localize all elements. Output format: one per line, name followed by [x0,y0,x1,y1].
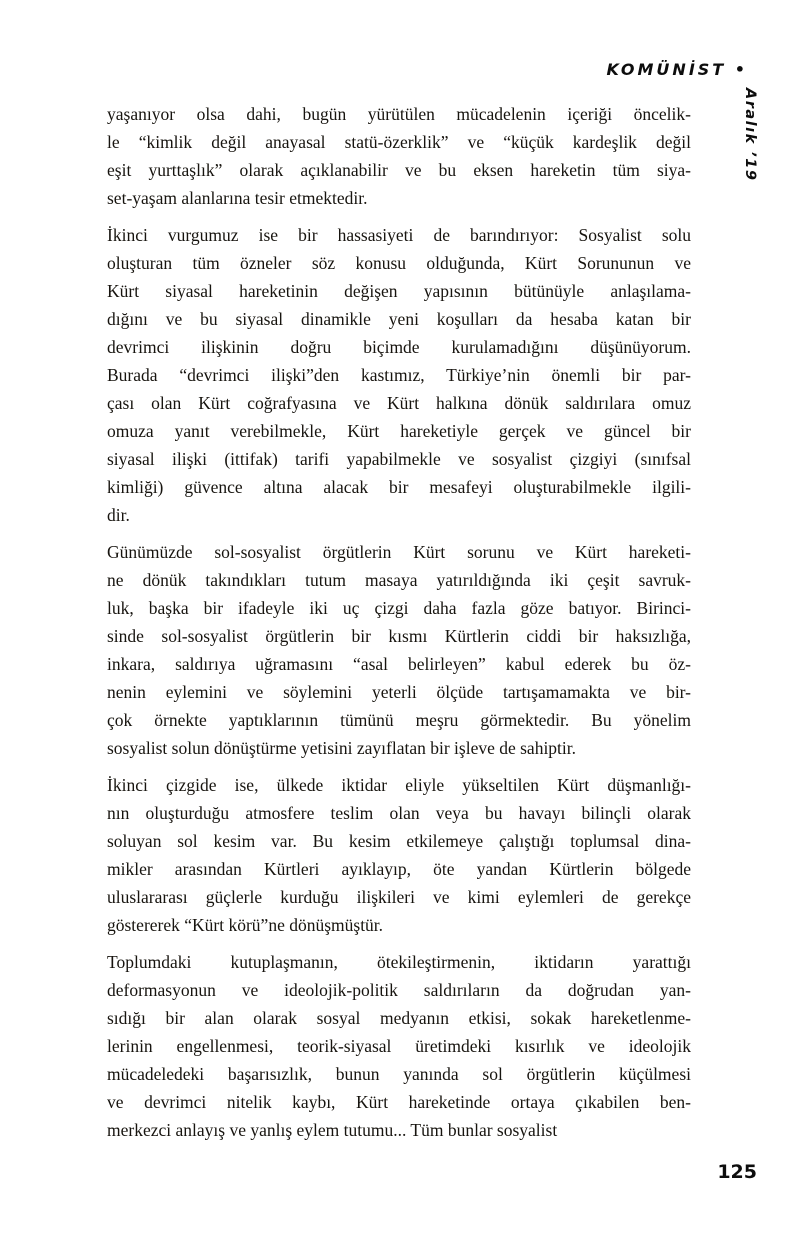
issue-label: Aralık ’19 [742,88,758,182]
text-line: uluslararası güçlerle kurduğu ilişkileri ve kimi eylemleri de gerekçe [107,887,691,907]
text-line: oluşturan tüm özneler söz konusu olduğunda, Kürt Sorununun ve [107,253,691,273]
text-line: dığını ve bu siyasal dinamikle yeni koşulları da hesaba katan bir [107,309,691,329]
text-line: sosyalist solun dönüştürme yetisini zayıflatan bir işleve de sahiptir. [107,738,577,758]
text-line: lerinin engellenmesi, teorik-siyasal üretimdeki kısırlık ve ideolojik [107,1036,691,1056]
text-line: kimliği) güvence altına alacak bir mesafeyi oluşturabilmekle ilgili- [107,477,691,497]
text-line: omuza yanıt verebilmekle, Kürt hareketiyle gerçek ve güncel bir [107,421,691,441]
text-line: nenin eylemini ve söylemini yeterli ölçüde tartışamamakta ve bir- [107,682,691,702]
text-line: siyasal ilişki (ittifak) tarifi yapabilmekle ve sosyalist çizgiyi (sınıfsal [107,449,691,469]
text-line: luk, başka bir ifadeyle iki uç çizgi daha fazla göze batıyor. Birinci- [107,598,691,618]
text-line: Günümüzde sol-sosyalist örgütlerin Kürt sorunu ve Kürt hareketi- [107,542,691,562]
text-line: nın oluşturduğu atmosfere teslim olan veya bu havayı bilinçli olarak [107,803,691,823]
text-line: deformasyonun ve ideolojik-politik saldırıların da doğrudan yan- [107,980,691,1000]
text-line: İkinci çizgide ise, ülkede iktidar eliyle yükseltilen Kürt düşmanlığı- [107,775,691,795]
text-line: merkezci anlayış ve yanlış eylem tutumu... Tüm bunlar sosyalist [107,1120,558,1140]
text-line: çok örnekte yaptıklarının tümünü meşru görmektedir. Bu yönelim [107,710,691,730]
text-line: Burada “devrimci ilişki”den kastımız, Türkiye’nin önemli bir par- [107,365,691,385]
text-line: Toplumdaki kutuplaşmanın, ötekileştirmenin, iktidarın yarattığı [107,952,691,972]
paragraph [107,771,691,939]
text-line: sıdığı bir alan olarak sosyal medyanın etkisi, sokak hareketlenme- [107,1008,691,1028]
paragraph [107,100,691,212]
text-line: sinde sol-sosyalist örgütlerin bir kısmı Kürtlerin ciddi bir haksızlığa, [107,626,691,646]
text-line: yaşanıyor olsa dahi, bugün yürütülen mücadelenin içeriği öncelik- [107,104,691,124]
text-line: Kürt siyasal hareketinin değişen yapısının bütünüyle anlaşılama- [107,281,691,301]
text-line: mücadeledeki başarısızlık, bunun yanında sol örgütlerin küçülmesi [107,1064,691,1084]
paragraph [107,221,691,529]
text-line: ve devrimci nitelik kaybı, Kürt hareketinde ortaya çıkabilen ben- [107,1092,691,1112]
text-line: set-yaşam alanlarına tesir etmektedir. [107,188,368,208]
text-line: ne dönük takındıkları tutum masaya yatırıldığında iki çeşit savruk- [107,570,691,590]
text-line: devrimci ilişkinin doğru biçimde kurulamadığını düşünüyorum. [107,337,691,357]
text-line: çası olan Kürt coğrafyasına ve Kürt halkına dönük saldırılara omuz [107,393,691,413]
text-line: dir. [107,505,130,525]
text-line: mikler arasından Kürtleri ayıklayıp, öte yandan Kürtlerin bölgede [107,859,691,879]
magazine-title: KOMÜNİST • [606,60,748,79]
text-line: inkara, saldırıya uğramasını “asal belirleyen” kabul ederek bu öz- [107,654,691,674]
text-line: le “kimlik değil anayasal statü-özerklik” ve “küçük kardeşlik değil [107,132,691,152]
page-number: 125 [717,1161,757,1183]
paragraph [107,538,691,762]
text-line: eşit yurttaşlık” olarak açıklanabilir ve bu eksen hareketin tüm siya- [107,160,691,180]
text-line: soluyan sol kesim var. Bu kesim etkilemeye çalıştığı toplumsal dina- [107,831,691,851]
text-line: göstererek “Kürt körü”ne dönüşmüştür. [107,915,384,935]
body-text [107,100,691,1153]
paragraph [107,948,691,1144]
text-line: İkinci vurgumuz ise bir hassasiyeti de barındırıyor: Sosyalist solu [107,225,691,245]
